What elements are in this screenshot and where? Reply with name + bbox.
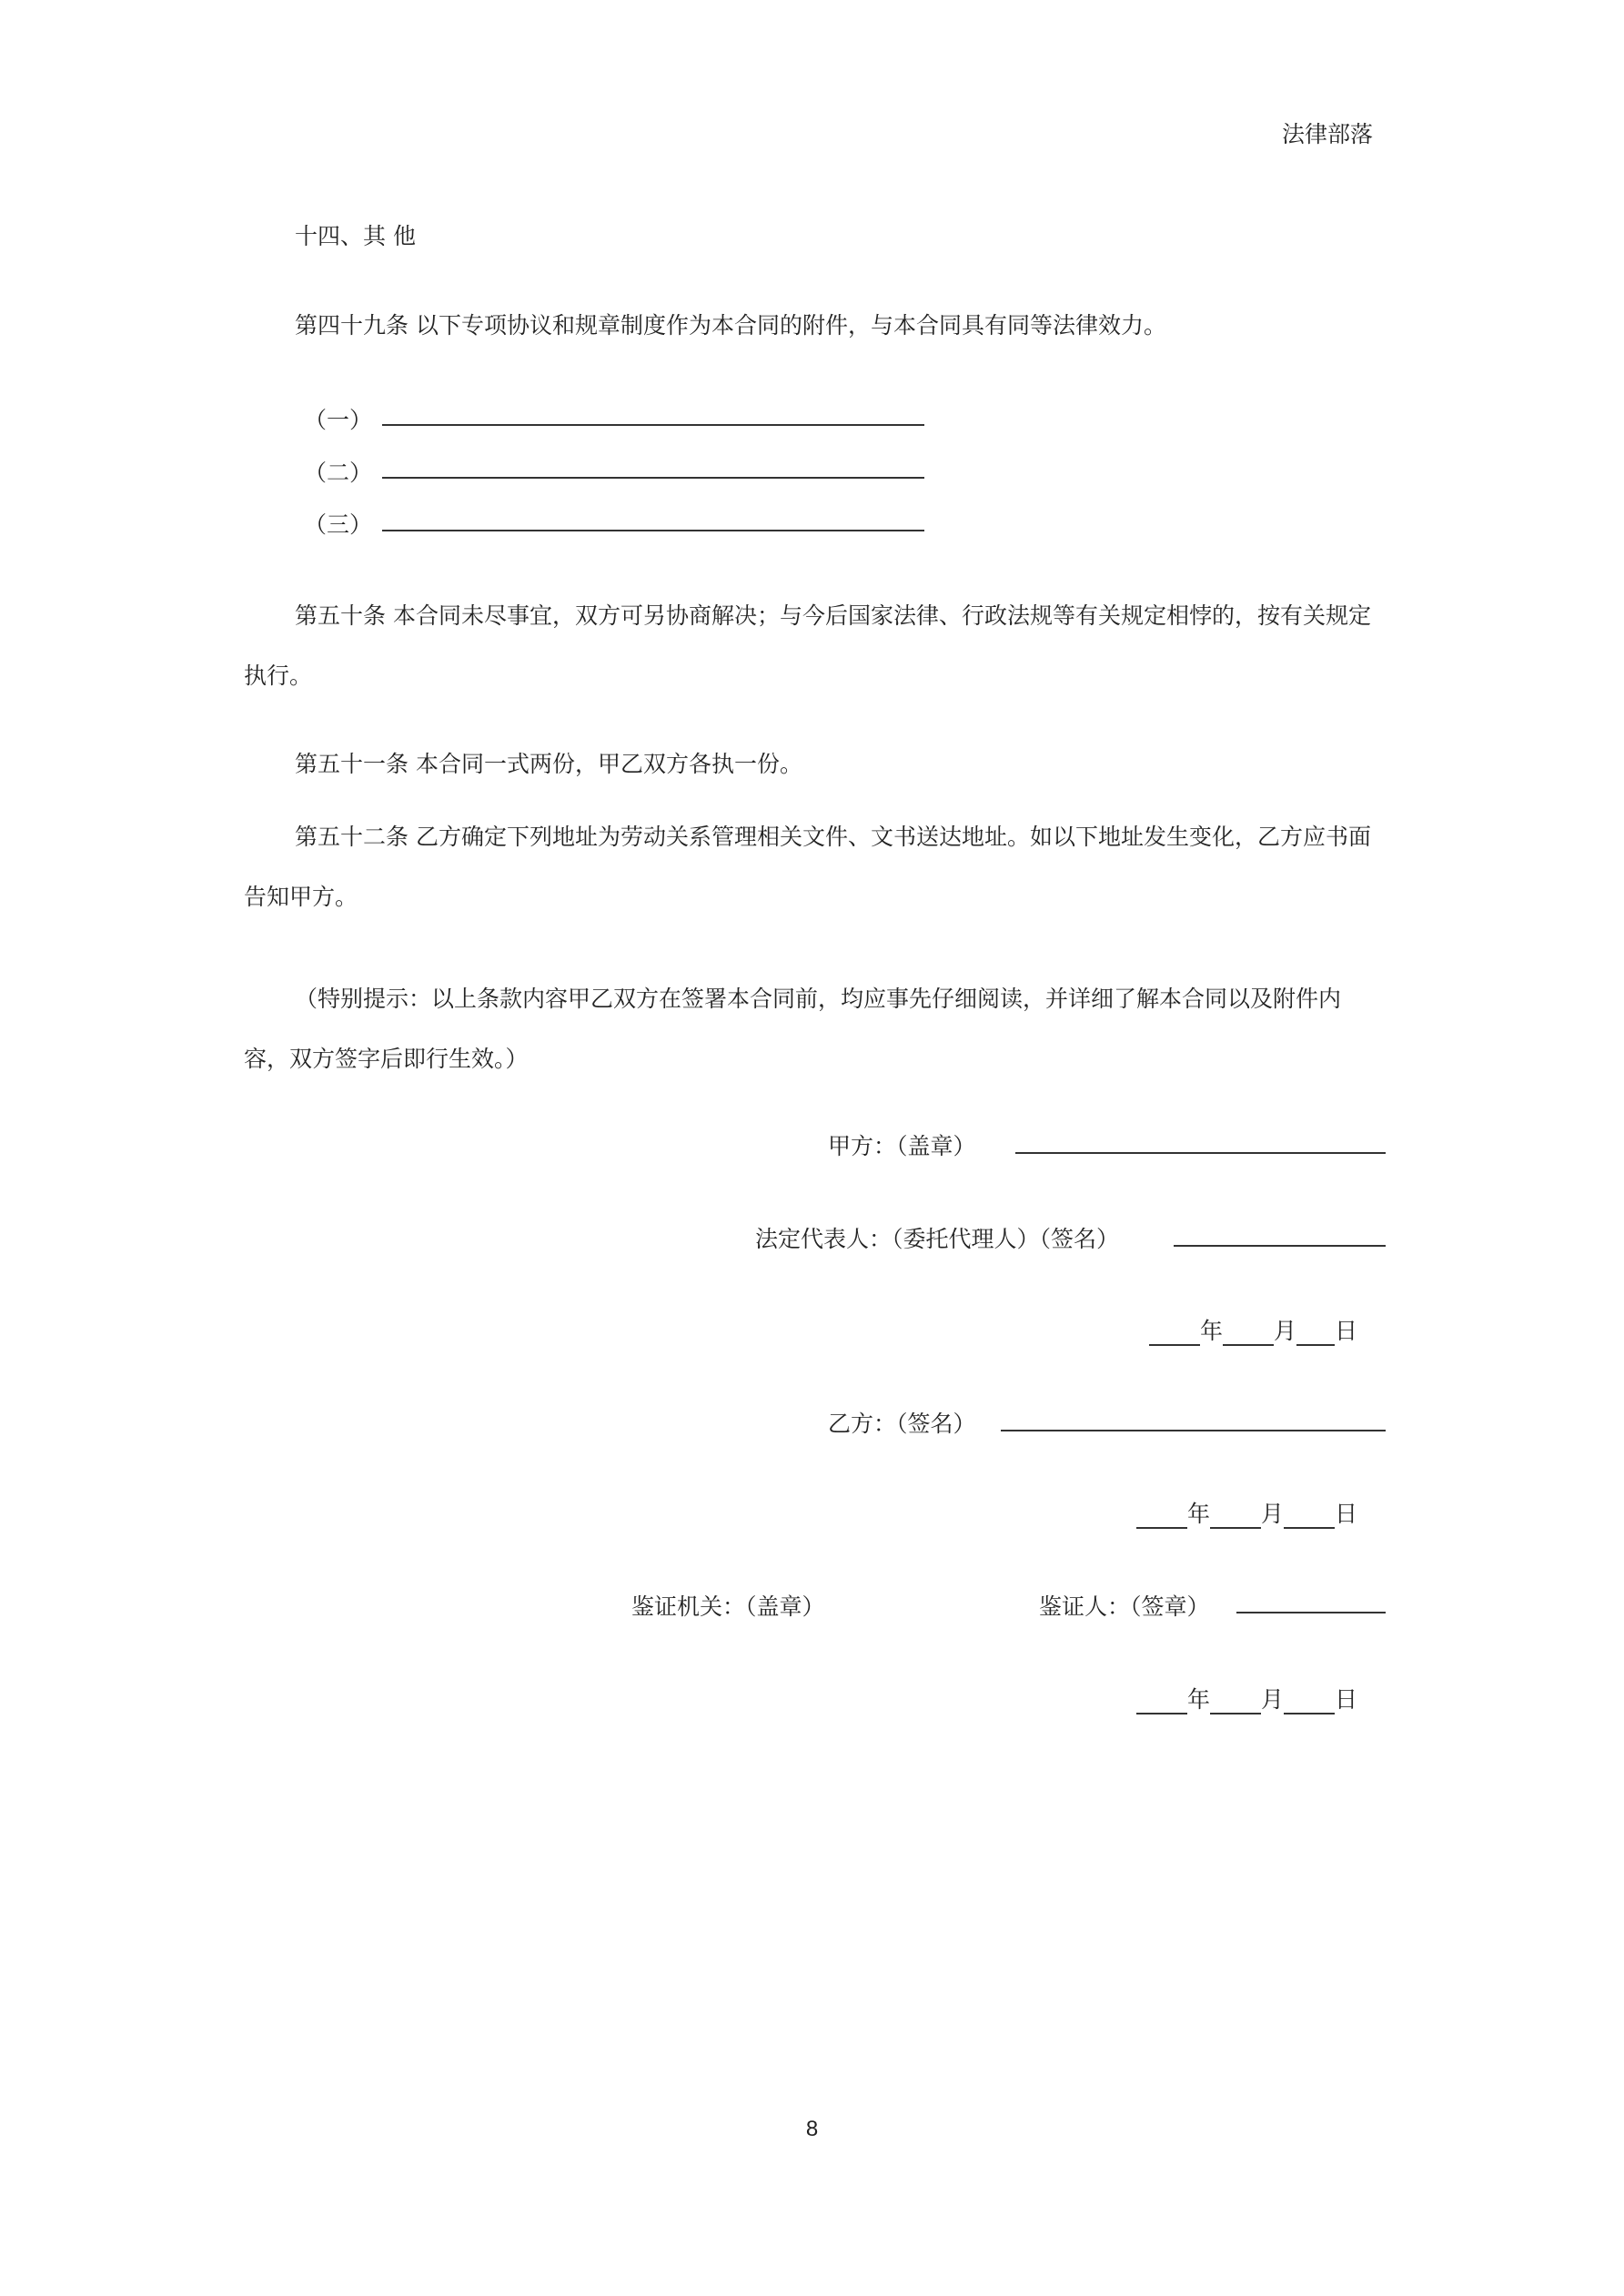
date-row-2 [1136, 1496, 1357, 1529]
year-blank [1136, 1713, 1187, 1714]
day-label: 日 [1335, 1501, 1358, 1527]
special-notice: （特别提示：以上条款内容甲乙双方在签署本合同前，均应事先仔细阅读，并详细了解本合同以及附件内容，双方签字后即行生效。） [244, 986, 1342, 1072]
month-blank [1210, 1527, 1261, 1529]
attachment-blank-2 [382, 477, 924, 479]
month-label: 月 [1274, 1318, 1297, 1344]
day-blank [1284, 1713, 1335, 1714]
party-b-label: 乙方：（签名） [828, 1411, 976, 1437]
date-row-3 [1136, 1682, 1357, 1714]
witness-label: 鉴证人：（签章） [1039, 1593, 1210, 1620]
witness-blank [1236, 1612, 1386, 1613]
attachment-blank-3 [382, 530, 924, 531]
day-label: 日 [1335, 1686, 1358, 1713]
page-number: 8 [805, 2117, 819, 2141]
article-49: 第四十九条 以下专项协议和规章制度作为本合同的附件，与本合同具有同等法律效力。 [295, 312, 1166, 339]
header-org-name: 法律部落 [1281, 121, 1373, 147]
month-blank [1223, 1344, 1274, 1346]
month-label: 月 [1261, 1501, 1285, 1527]
article-52: 第五十二条 乙方确定下列地址为劳动关系管理相关文件、文书送达地址。如以下地址发生变化，乙方应书面告知甲方。 [244, 824, 1371, 910]
year-label: 年 [1187, 1501, 1211, 1527]
party-b-blank [1001, 1430, 1386, 1431]
day-blank [1284, 1527, 1335, 1529]
year-blank [1136, 1527, 1187, 1529]
attachment-label-2: （二） [304, 460, 373, 486]
party-a-blank [1015, 1152, 1386, 1154]
attachment-blank-1 [382, 424, 924, 426]
party-a-label: 甲方：（盖章） [828, 1133, 976, 1159]
day-blank [1296, 1344, 1335, 1346]
authority-label: 鉴证机关：（盖章） [631, 1593, 825, 1620]
article-51: 第五十一条 本合同一式两份，甲乙双方各执一份。 [295, 751, 802, 777]
year-blank [1149, 1344, 1200, 1346]
month-blank [1210, 1713, 1261, 1714]
date-row-1 [1149, 1313, 1357, 1346]
attachment-label-1: （一） [304, 407, 373, 433]
year-label: 年 [1187, 1686, 1211, 1713]
section-title: 十四、其 他 [295, 223, 416, 249]
legal-rep-label: 法定代表人：（委托代理人）（签名） [755, 1226, 1120, 1252]
month-label: 月 [1261, 1686, 1285, 1713]
attachment-label-3: （三） [304, 511, 373, 538]
article-50: 第五十条 本合同未尽事宜，双方可另协商解决；与今后国家法律、行政法规等有关规定相悖的，按有关规定执行。 [244, 602, 1371, 689]
year-label: 年 [1200, 1318, 1224, 1344]
legal-rep-blank [1174, 1245, 1386, 1247]
day-label: 日 [1335, 1318, 1358, 1344]
